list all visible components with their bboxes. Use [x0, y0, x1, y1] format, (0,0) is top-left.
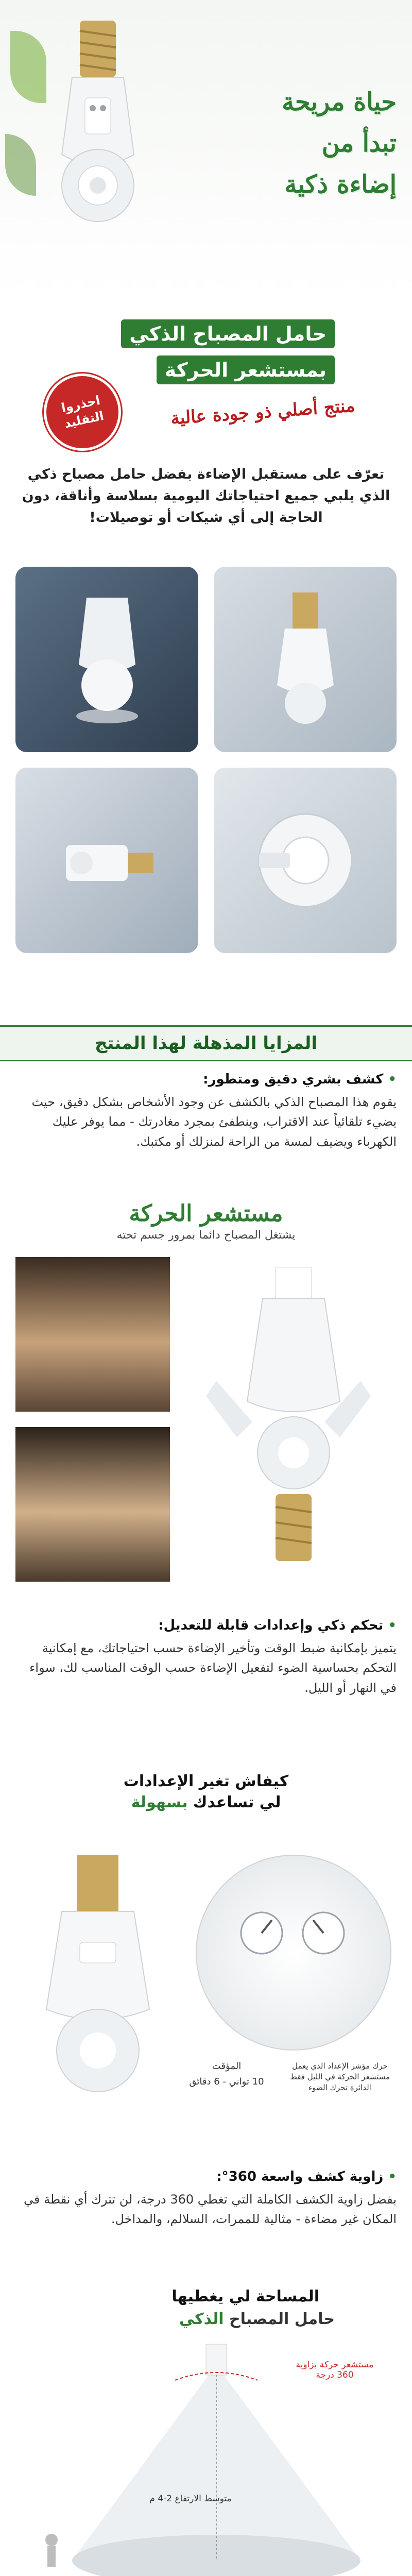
motion-sensor-heading [0, 1200, 412, 1247]
timer-label: المؤقت [212, 2061, 242, 2072]
settings-heading-line-1: كيفاش تغير الإعدادات [123, 1772, 289, 1790]
product-photo [15, 567, 198, 752]
coverage-section [0, 2287, 412, 2576]
product-photo [214, 567, 397, 752]
coverage-title-1: المساحة لي يغطيها [171, 2287, 319, 2306]
feature-360-detection [0, 2169, 412, 2229]
motion-sensor-title: مستشعر الحركة [129, 1200, 283, 1227]
settings-dials-icon [195, 1856, 390, 2052]
sensor-exploded-image [185, 1267, 391, 1587]
motion-demo-section [0, 1257, 412, 1607]
product-photo-grid [0, 567, 412, 958]
hero-tagline-2: تبدأ من [321, 129, 397, 158]
height-label: متوسط الارتفاع 2-4 م [149, 2494, 232, 2504]
product-photo [214, 768, 397, 953]
motion-sensor-subtitle: يشتغل المصباح دائما بمرور جسم تحته [116, 1229, 296, 1242]
bulb-holder-side-image [21, 1855, 175, 2112]
coverage-title-prefix: حامل المصباح [224, 2310, 335, 2328]
feature-title: • زاوية كشف واسعة 360°: [15, 2169, 397, 2184]
settings-panel-image [196, 1855, 391, 2050]
hero-section [0, 0, 412, 299]
coverage-title-2 [179, 2310, 335, 2328]
feature-text: بفضل زاوية الكشف الكاملة التي تغطي 360 درجة، لن تترك أي نقطة في المكان غير مضاءة - مثالية للممرات، السلالم، والمداخل. [23, 2192, 397, 2227]
settings-heading-line-2 [0, 1793, 412, 1811]
feature-title: • كشف بشري دقيق ومتطور: [15, 1072, 397, 1087]
hallway-photo [15, 1257, 170, 1412]
feature-text: يقوم هذا المصباح الذكي بالكشف عن وجود الأشخاص بشكل دقيق، حيث يضيء تلقائياً عند الاقتراب، وينطفئ بمجرد مغادرتك - مما يوفر عليك الكهرباء ويضيف لمسة من الراحة لمنزلك أو مكتبك. [31, 1095, 397, 1149]
product-title-line-1: حامل المصباح الذكي [121, 319, 335, 348]
quality-promise: منتج أصلي ذو جودة عالية [170, 395, 356, 429]
features-heading: المزايا المذهلة لهذا المنتج [95, 1033, 317, 1054]
coverage-title-accent: الذكي [179, 2310, 224, 2328]
product-title-line-2: بمستشعر الحركة [157, 355, 335, 384]
feature-human-detection [0, 1072, 412, 1151]
bulb-holder-icon [66, 592, 148, 726]
timer-range: 10 ثواني - 6 دقائق [189, 2076, 264, 2087]
intro-text: تعرّف على مستقبل الإضاءة بفضل حامل مصباح ذكي الذي يلبي جميع احتياجاتك اليومية بسلاسة وأناقة، دون الحاجة إلى أي شيكات أو توصيلات! [22, 466, 390, 526]
feature-text: يتميز بإمكانية ضبط الوقت وتأخير الإضاءة حسب احتياجاتك، مع إمكانية التحكم بحساسية الضوء لتفعيل الإضاءة حسب الوقت المناسب لك، سواء في النهار أو الليل. [29, 1641, 397, 1695]
settings-heading [0, 1772, 412, 1811]
features-header [0, 1025, 412, 1061]
bulb-holder-icon [249, 804, 362, 917]
product-title-section [0, 299, 412, 453]
lux-note: حرك مؤشر الإعداد الذي يعمل مستشعر الحركة في الليل فقط الدائرة تحرك الضوء [289, 2061, 390, 2092]
bulb-holder-icon [50, 804, 164, 917]
product-photo [15, 768, 198, 953]
hallway-photo [15, 1427, 170, 1582]
settings-heading-prefix: لي تساعدك [187, 1793, 281, 1811]
feature-smart-control [0, 1618, 412, 1698]
warning-badge: احذروا التقليد [40, 369, 125, 455]
bulb-holder-icon [264, 592, 347, 726]
settings-heading-accent: بسهولة [131, 1793, 188, 1811]
hero-tagline-3: إضاءة ذكية [284, 170, 397, 199]
angle-label: مستشعر حركة بزاوية 360 درجة [296, 2360, 374, 2380]
decor-leaf [5, 134, 36, 196]
hero-tagline-1: حياة مريحة [282, 88, 397, 116]
controls-section [0, 1834, 412, 2143]
intro-section [0, 464, 412, 529]
feature-title: • تحكم ذكي وإعدادات قابلة للتعديل: [15, 1618, 397, 1633]
smart-bulb-holder-image [36, 21, 160, 237]
